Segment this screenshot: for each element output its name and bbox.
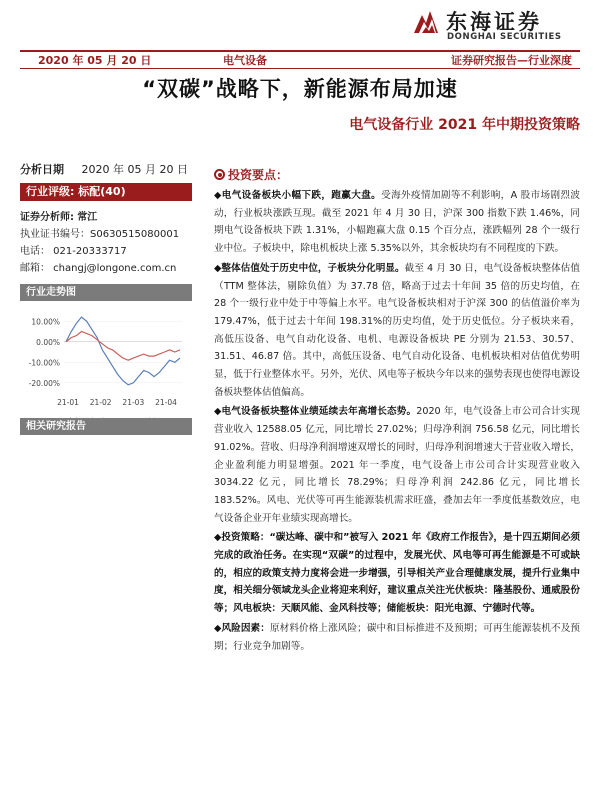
header-bar <box>20 52 580 67</box>
paragraph-lead: ◆电气设备板块整体业绩延续去年高增长态势。 <box>214 406 417 418</box>
paragraph-body: 受海外疫情加剧等不利影响，A 股市场剧烈波动，行业板块涨跌互现。截至 2021 年 4 月 30 日，沪深 300 指数下跌 1.46%，同期电气设备板块下跌 1.31%，小幅跑赢大盘 0.15 个百分点，涨跌幅列 28 个一级行业中位。子板块中，除电机板块上涨 5.35%以外，其余板块均有不同程度的下跌。 <box>214 190 580 255</box>
series-line <box>66 332 180 361</box>
paragraph-lead: ◆投资策略：“碳达峰、碳中和”被写入 2021 年《政府工作报告》，是十四五期间必须完成的政治任务。在实现“双碳”的过程中，发展光伏、风电等可再生能源是不可或缺的，相应的政策支持力度将会进一步增强，引导相关产业合理健康发展，提升行业集中度，相关细分领域龙头企业将迎来利好，建议重点关注光伏板块：隆基股份、通威股份等；风电板块：天顺风能、金风科技等；储能板块：阳光电源、宁德时代等。 <box>214 532 580 615</box>
highlights-paragraphs <box>214 187 580 655</box>
highlight-paragraph <box>214 260 580 402</box>
report-subtitle: 电气设备行业 2021 年中期投资策略 <box>349 117 580 133</box>
header-category: 电气设备 <box>223 53 267 67</box>
highlight-paragraph <box>214 620 580 655</box>
header-report-type: 证券研究报告—行业深度 <box>451 53 572 67</box>
highlight-paragraph <box>214 529 580 618</box>
analyst-email[interactable]: 邮箱： changj@longone.com.cn <box>20 263 177 274</box>
header-date: 2020 年 05 月 20 日 <box>38 53 152 67</box>
y-tick-label: -20.00% <box>28 378 60 388</box>
analyst-label: 证券分析师: <box>20 212 74 223</box>
highlight-paragraph <box>214 403 580 527</box>
investment-highlights-title <box>214 166 580 184</box>
x-tick-label: 21-03 <box>122 398 145 407</box>
y-tick-label: 10.00% <box>31 317 60 327</box>
analyst-info <box>20 209 192 277</box>
analyst-phone: 电话： 021-20333717 <box>20 246 127 257</box>
analysis-date-row <box>20 160 192 180</box>
analyst-license: 执业证书编号：S0630515080001 <box>20 229 180 240</box>
report-title: “双碳”战略下，新能源布局加速 <box>142 77 458 101</box>
paragraph-lead: ◆整体估值处于历史中位，子板块分化明显。 <box>214 262 405 274</box>
paragraph-body: 截至 4 月 30 日，电气设备板块整体估值（TTM 整体法，剔除负值）为 37.78 倍，略高于过去十年间 35 倍的历史均值，在 28 个一级行业中处于中等偏上水平。电气设备板块相对于沪深 300 的估值溢价率为 179.47%，低于过去十年间 198.31%的历史均值，处于历史低位。分子板块来看，高低压设备、电气自动化设备、电机、电源设备板块 PE 分别为 21.53、30.57、31.51、46.87 倍。其中，高低压设备、电气自动化设备、电机板块相对估值优势明显，低于行业整体水平。另外，光伏、风电等子板块今年以来的强势表现也使得电源设备板块整体估值偏高。 <box>214 262 580 398</box>
analysis-date-label: 分析日期 <box>20 163 64 176</box>
logo-text-en: DONGHAI SECURITIES <box>447 32 562 42</box>
main-content <box>214 166 580 657</box>
analysis-date-value: 2020 年 05 月 20 日 <box>81 163 188 176</box>
x-tick-label: 21-04 <box>155 398 177 407</box>
trend-chart-title: 行业走势图 <box>20 284 192 301</box>
paragraph-lead: ◆电气设备板块小幅下跌，跑赢大盘。 <box>214 190 382 201</box>
investment-highlights-label: 投资要点： <box>228 168 289 182</box>
logo-text-cn: 东海证券 <box>446 10 542 34</box>
industry-rating: 行业评级: 标配(40) <box>20 183 192 201</box>
left-sidebar <box>20 160 192 431</box>
highlight-paragraph <box>214 187 580 258</box>
y-tick-label: 0.00% <box>36 337 60 347</box>
trend-chart-svg <box>20 301 192 431</box>
paragraph-lead: ◆风险因素： <box>214 622 270 634</box>
y-tick-label: -10.00% <box>28 358 60 368</box>
company-logo <box>410 5 580 45</box>
logo-mark-icon <box>410 7 442 39</box>
x-tick-label: 21-02 <box>89 398 112 407</box>
header-bottom-rule <box>20 68 580 69</box>
x-tick-label: 21-01 <box>57 398 79 407</box>
series-line <box>66 317 180 385</box>
target-bullet-icon <box>214 169 225 180</box>
paragraph-body: 2020 年，电气设备上市公司合计实现营业收入 12588.05 亿元，同比增长 27.02%；归母净利润 756.58 亿元，同比增长 91.02%。营收、归母净利润增速双增长的同时，归母净利润增速大于营业收入增长，企业盈利能力明显增强。2021 年一季度，电气设备上市公司合计实现营业收入 3034.22 亿元，同比增长 78.29%；归母净利润 242.86 亿元，同比增长 183.52%。风电、光伏等可再生能源装机需求旺盛，叠加去年一季度低基数效应，电气设备企业开年业绩实现高增长。 <box>214 406 580 524</box>
related-reports-title: 相关研究报告 <box>20 418 192 435</box>
paragraph-body: 原材料价格上涨风险；碳中和目标推进不及预期；可再生能源装机不及预期；行业竞争加剧等。 <box>214 622 580 652</box>
trend-chart <box>20 301 192 431</box>
analyst-name: 常江 <box>77 212 98 223</box>
